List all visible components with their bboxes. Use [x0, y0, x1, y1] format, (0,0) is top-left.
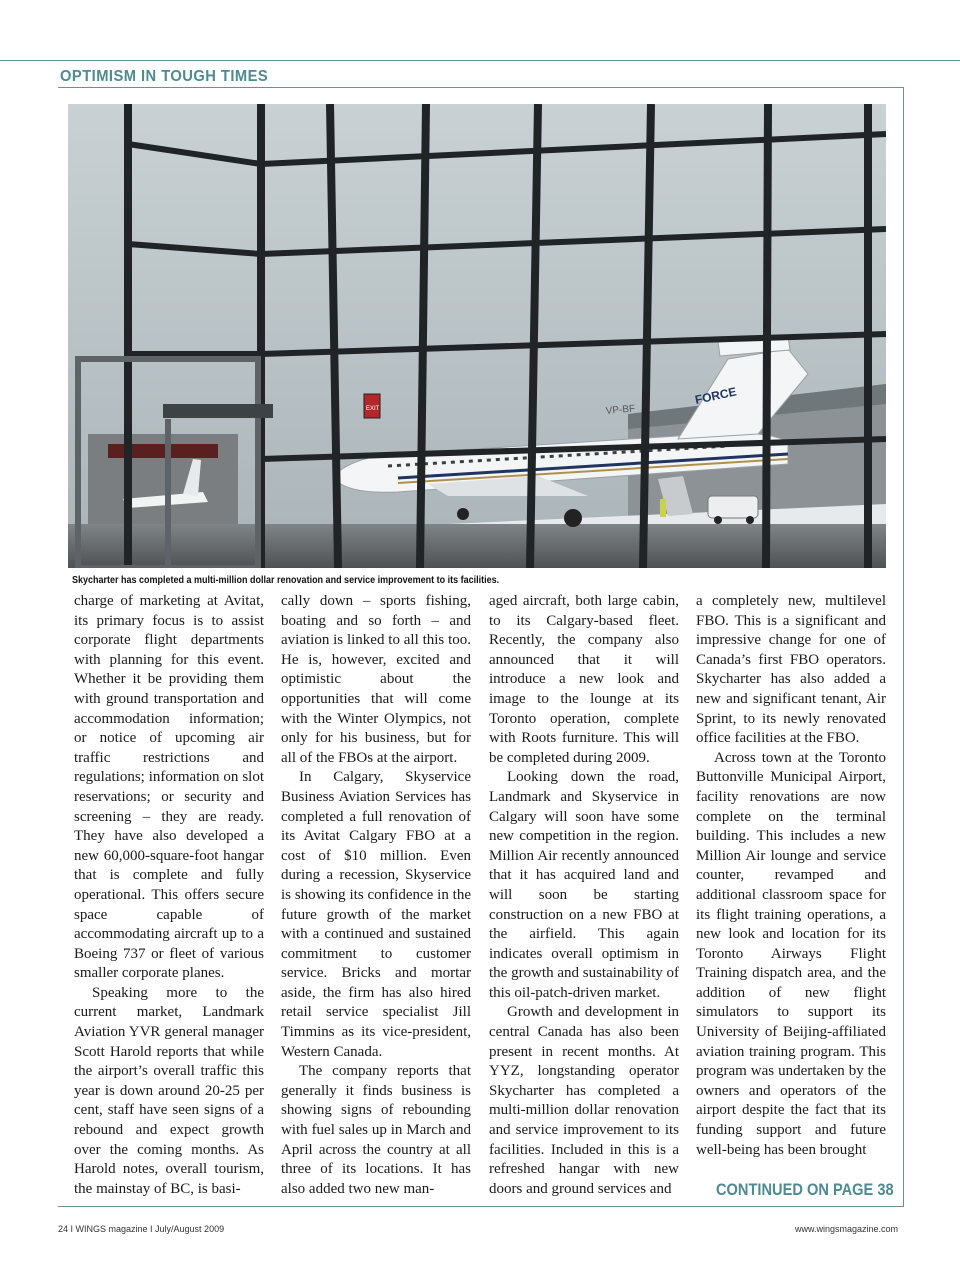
paragraph: Speaking more to the current market, Landmark Aviation YVR general manager Scott Harold reports that while the airport’s overall traffic this year is down around 20-25 per cent, staff have seen signs of a rebound and expect growth over the coming months. As Harold notes, overall tourism, the mainstay of BC, is basi- [74, 984, 264, 1197]
footer-page-info: 24 I WINGS magazine I July/August 2009 [58, 1224, 225, 1234]
header-underline [58, 87, 904, 88]
continued-on-page-link[interactable]: CONTINUED ON PAGE 38 [716, 1180, 894, 1199]
paragraph: cally down – sports fishing, boating and so forth – and aviation is linked to all this too. He is, however, excited and optimistic about the opportunities that will come with the Winter Olympics, not only for his business, but for all of the FBOs at the airport. [281, 593, 471, 766]
section-label: OPTIMISM IN TOUGH TIMES [60, 68, 269, 85]
paragraph: The company reports that generally it finds business is showing signs of rebounding with fuel sales up in March and April across the country at all three of its locations. It has also added two new man- [281, 1063, 471, 1197]
right-frame-rule [903, 87, 904, 1207]
paragraph: Across town at the Toronto Buttonville Municipal Airport, facility renovations are now complete on the terminal building. This includes a new Million Air lounge and service counter, revamped and additional classroom space for its flight training operations, a new look and location for its Toronto Airways Flight Training dispatch area, and the addition of new flight simulators to support its University of Beijing-affiliated aviation training program. This program was undertaken by the owners and operators of the airport despite the fact that its funding support and future well-being has been brought [696, 749, 886, 1158]
article-photo [68, 104, 886, 568]
exit-sign: EXIT [366, 406, 380, 412]
paragraph: Looking down the road, Landmark and Skyservice in Calgary will soon have some new competition in the region. Million Air recently announced that it has acquired land and will soon be starting construction on a new FBO at the airfield. This again indicates overall optimism in the growth and sustainability of this oil-patch-driven market. [489, 769, 679, 1001]
tail-logo-text: FORCE [693, 384, 738, 407]
fuselage-registration: VP-BF [605, 403, 636, 417]
paragraph: charge of marketing at Avitat, its primary focus is to assist corporate flight departments with planning for this event. Whether it be providing them with ground transportation and accommodation information; or notice of upcoming air traffic restrictions and regulations; information on slot reservations; or security and screening – they are ready. They have also developed a new 60,000-square-foot hangar that is complete and fully operational. This offers secure space capable of accommodating aircraft up to a Boeing 737 or fleet of various smaller corporate planes. [74, 593, 264, 982]
paragraph: In Calgary, Skyservice Business Aviation Services has completed a full renovation of its Avitat Calgary FBO at a cost of $10 million. Even during a recession, Skyservice is showing its confidence in the future growth of the market with a continued and sustained commitment to customer service. Bricks and mortar aside, the firm has also hired retail service specialist Jill Timmins as its vice-president, Western Canada. [281, 769, 471, 1060]
bottom-rule [58, 1206, 904, 1207]
article-column-1 [74, 592, 264, 1204]
top-rule [0, 60, 960, 61]
paragraph: Growth and development in central Canada has also been present in recent months. At YYZ, longstanding operator Skycharter has completed a multi-million dollar renovation and service improvement to its facilities. Included in this is a refreshed hangar with new doors and ground services and [489, 1004, 679, 1197]
article-column-3 [489, 592, 679, 1204]
article-column-4 [696, 592, 886, 1170]
photo-caption: Skycharter has completed a multi-million dollar renovation and service improvement to its facilities. [72, 575, 500, 586]
paragraph: aged aircraft, both large cabin, to its Calgary-based fleet. Recently, the company also announced that it will introduce a new look and image to the lounge at its Toronto operation, complete with Roots furniture. This will be completed during 2009. [489, 593, 679, 766]
article-column-2 [281, 592, 471, 1204]
footer-website[interactable]: www.wingsmagazine.com [794, 1224, 898, 1234]
paragraph: a completely new, multilevel FBO. This is a significant and impressive change for one of Canada’s first FBO operators. Skycharter has also added a new and significant tenant, Air Sprint, to its newly renovated office facilities at the FBO. [696, 593, 886, 747]
